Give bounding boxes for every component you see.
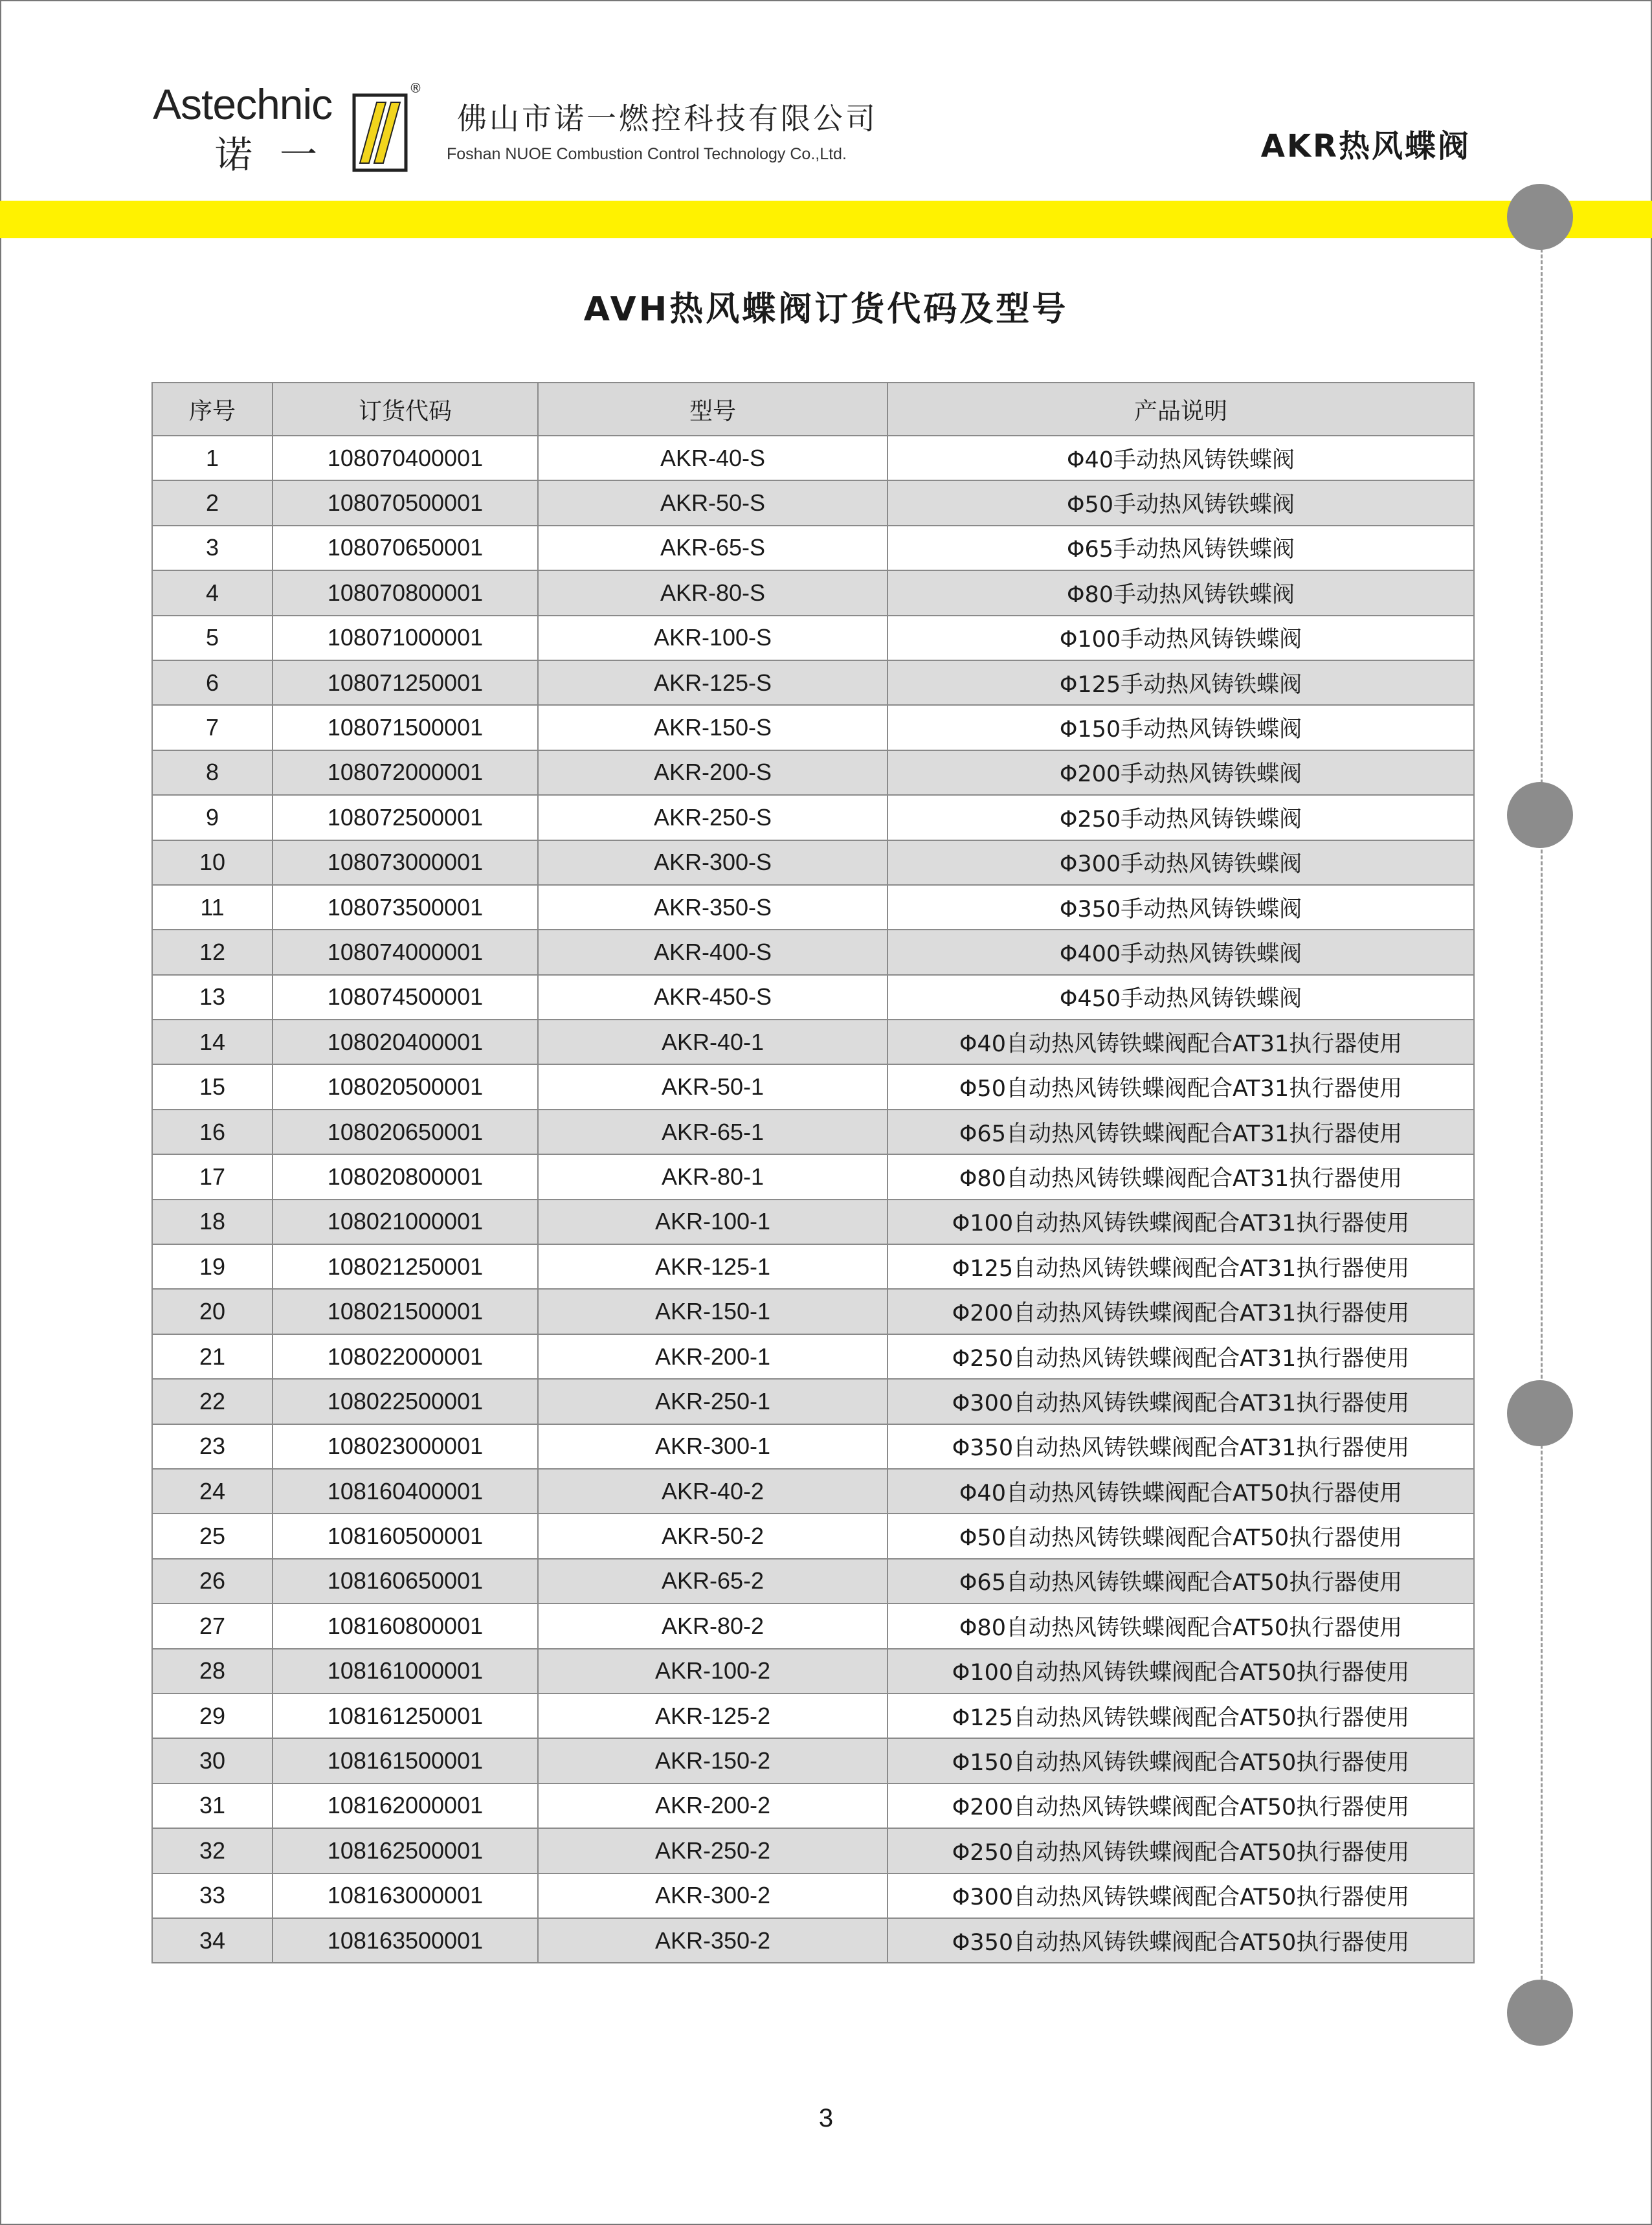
cell-seq: 27 bbox=[152, 1604, 273, 1648]
table-body bbox=[152, 436, 1474, 1963]
cell-model: AKR-50-1 bbox=[538, 1064, 887, 1109]
binder-hole-icon bbox=[1507, 184, 1573, 250]
cell-seq: 8 bbox=[152, 750, 273, 795]
cell-order-code: 108021500001 bbox=[273, 1289, 538, 1334]
cell-seq: 2 bbox=[152, 480, 273, 525]
cell-order-code: 108070650001 bbox=[273, 526, 538, 570]
table-row bbox=[152, 885, 1474, 930]
cell-model: AKR-80-S bbox=[538, 570, 887, 615]
table-row bbox=[152, 750, 1474, 795]
cell-description: Φ350自动热风铸铁蝶阀配合AT50执行器使用 bbox=[887, 1918, 1474, 1963]
table-row bbox=[152, 1289, 1474, 1334]
cell-model: AKR-200-1 bbox=[538, 1334, 887, 1379]
cell-seq: 15 bbox=[152, 1064, 273, 1109]
cell-order-code: 108020800001 bbox=[273, 1154, 538, 1199]
cell-description: Φ200自动热风铸铁蝶阀配合AT50执行器使用 bbox=[887, 1783, 1474, 1828]
table-row bbox=[152, 480, 1474, 525]
cell-order-code: 108162000001 bbox=[273, 1783, 538, 1828]
cell-order-code: 108160650001 bbox=[273, 1559, 538, 1604]
logo-text-en: Astechnic bbox=[153, 80, 333, 128]
cell-description: Φ40自动热风铸铁蝶阀配合AT50执行器使用 bbox=[887, 1469, 1474, 1514]
cell-order-code: 108022500001 bbox=[273, 1379, 538, 1424]
cell-seq: 13 bbox=[152, 975, 273, 1020]
company-name-cn: 佛山市诺一燃控科技有限公司 bbox=[457, 101, 878, 136]
cell-order-code: 108162500001 bbox=[273, 1828, 538, 1873]
cell-model: AKR-250-1 bbox=[538, 1379, 887, 1424]
logo-text-cn: 诺一 bbox=[215, 133, 345, 177]
cell-seq: 31 bbox=[152, 1783, 273, 1828]
cell-description: Φ65自动热风铸铁蝶阀配合AT50执行器使用 bbox=[887, 1559, 1474, 1604]
cell-order-code: 108071000001 bbox=[273, 616, 538, 660]
table-row bbox=[152, 1064, 1474, 1109]
table-row bbox=[152, 1694, 1474, 1738]
cell-model: AKR-125-2 bbox=[538, 1694, 887, 1738]
cell-description: Φ40手动热风铸铁蝶阀 bbox=[887, 436, 1474, 480]
cell-seq: 28 bbox=[152, 1649, 273, 1694]
cell-description: Φ80手动热风铸铁蝶阀 bbox=[887, 570, 1474, 615]
cell-seq: 29 bbox=[152, 1694, 273, 1738]
cell-seq: 33 bbox=[152, 1873, 273, 1918]
cell-model: AKR-350-S bbox=[538, 885, 887, 930]
cell-model: AKR-300-1 bbox=[538, 1424, 887, 1469]
table-row bbox=[152, 795, 1474, 840]
cell-description: Φ65自动热风铸铁蝶阀配合AT31执行器使用 bbox=[887, 1110, 1474, 1154]
cell-seq: 9 bbox=[152, 795, 273, 840]
cell-model: AKR-125-S bbox=[538, 660, 887, 705]
cell-description: Φ125自动热风铸铁蝶阀配合AT50执行器使用 bbox=[887, 1694, 1474, 1738]
header-order-code: 订货代码 bbox=[273, 383, 538, 436]
order-code-table bbox=[151, 382, 1475, 1963]
table-row bbox=[152, 1154, 1474, 1199]
cell-model: AKR-350-2 bbox=[538, 1918, 887, 1963]
table-row bbox=[152, 1469, 1474, 1514]
cell-model: AKR-100-S bbox=[538, 616, 887, 660]
cell-seq: 22 bbox=[152, 1379, 273, 1424]
cell-description: Φ400手动热风铸铁蝶阀 bbox=[887, 930, 1474, 974]
cell-description: Φ350自动热风铸铁蝶阀配合AT31执行器使用 bbox=[887, 1424, 1474, 1469]
cell-description: Φ100自动热风铸铁蝶阀配合AT31执行器使用 bbox=[887, 1200, 1474, 1244]
cell-description: Φ350手动热风铸铁蝶阀 bbox=[887, 885, 1474, 930]
cell-description: Φ100自动热风铸铁蝶阀配合AT50执行器使用 bbox=[887, 1649, 1474, 1694]
table-row bbox=[152, 1020, 1474, 1064]
company-name-en: Foshan NUOE Combustion Control Technology Co.,Ltd. bbox=[447, 145, 847, 163]
cell-model: AKR-250-S bbox=[538, 795, 887, 840]
table-row bbox=[152, 1379, 1474, 1424]
document-title: AVH热风蝶阀订货代码及型号 bbox=[583, 290, 1069, 329]
cell-seq: 24 bbox=[152, 1469, 273, 1514]
cell-model: AKR-150-1 bbox=[538, 1289, 887, 1334]
cell-description: Φ150自动热风铸铁蝶阀配合AT50执行器使用 bbox=[887, 1738, 1474, 1783]
cell-seq: 18 bbox=[152, 1200, 273, 1244]
table-row bbox=[152, 975, 1474, 1020]
cell-seq: 19 bbox=[152, 1244, 273, 1289]
cell-description: Φ100手动热风铸铁蝶阀 bbox=[887, 616, 1474, 660]
binder-hole-icon bbox=[1507, 782, 1573, 848]
cell-model: AKR-50-2 bbox=[538, 1514, 887, 1558]
cell-order-code: 108163000001 bbox=[273, 1873, 538, 1918]
cell-description: Φ150手动热风铸铁蝶阀 bbox=[887, 705, 1474, 750]
cell-model: AKR-300-S bbox=[538, 840, 887, 885]
cell-description: Φ125自动热风铸铁蝶阀配合AT31执行器使用 bbox=[887, 1244, 1474, 1289]
table-row bbox=[152, 840, 1474, 885]
cell-order-code: 108022000001 bbox=[273, 1334, 538, 1379]
cell-seq: 30 bbox=[152, 1738, 273, 1783]
cell-description: Φ50自动热风铸铁蝶阀配合AT50执行器使用 bbox=[887, 1514, 1474, 1558]
cell-description: Φ50手动热风铸铁蝶阀 bbox=[887, 480, 1474, 525]
cell-model: AKR-150-S bbox=[538, 705, 887, 750]
cell-description: Φ300自动热风铸铁蝶阀配合AT50执行器使用 bbox=[887, 1873, 1474, 1918]
cell-model: AKR-400-S bbox=[538, 930, 887, 974]
cell-description: Φ250自动热风铸铁蝶阀配合AT50执行器使用 bbox=[887, 1828, 1474, 1873]
cell-model: AKR-40-S bbox=[538, 436, 887, 480]
cell-model: AKR-100-2 bbox=[538, 1649, 887, 1694]
cell-order-code: 108020650001 bbox=[273, 1110, 538, 1154]
cell-seq: 6 bbox=[152, 660, 273, 705]
cell-seq: 16 bbox=[152, 1110, 273, 1154]
cell-model: AKR-250-2 bbox=[538, 1828, 887, 1873]
cell-seq: 21 bbox=[152, 1334, 273, 1379]
cell-order-code: 108020400001 bbox=[273, 1020, 538, 1064]
cell-seq: 17 bbox=[152, 1154, 273, 1199]
cell-seq: 11 bbox=[152, 885, 273, 930]
cell-order-code: 108070400001 bbox=[273, 436, 538, 480]
cell-seq: 25 bbox=[152, 1514, 273, 1558]
table-row bbox=[152, 570, 1474, 615]
page-number: 3 bbox=[818, 2104, 834, 2132]
table-row bbox=[152, 436, 1474, 480]
cell-description: Φ80自动热风铸铁蝶阀配合AT50执行器使用 bbox=[887, 1604, 1474, 1648]
table-row bbox=[152, 1873, 1474, 1918]
cell-order-code: 108021000001 bbox=[273, 1200, 538, 1244]
table-row bbox=[152, 1738, 1474, 1783]
cell-model: AKR-200-2 bbox=[538, 1783, 887, 1828]
cell-model: AKR-200-S bbox=[538, 750, 887, 795]
table-row bbox=[152, 526, 1474, 570]
section-title: AKR热风蝶阀 bbox=[1260, 128, 1471, 164]
table-row bbox=[152, 1514, 1474, 1558]
cell-model: AKR-40-1 bbox=[538, 1020, 887, 1064]
cell-model: AKR-100-1 bbox=[538, 1200, 887, 1244]
table-row bbox=[152, 1200, 1474, 1244]
cell-seq: 12 bbox=[152, 930, 273, 974]
cell-description: Φ200自动热风铸铁蝶阀配合AT31执行器使用 bbox=[887, 1289, 1474, 1334]
cell-model: AKR-40-2 bbox=[538, 1469, 887, 1514]
binder-dashed-line bbox=[1541, 214, 1543, 2026]
cell-seq: 14 bbox=[152, 1020, 273, 1064]
cell-seq: 20 bbox=[152, 1289, 273, 1334]
cell-description: Φ300自动热风铸铁蝶阀配合AT31执行器使用 bbox=[887, 1379, 1474, 1424]
table-row bbox=[152, 930, 1474, 974]
registered-mark: ® bbox=[409, 80, 422, 96]
cell-description: Φ250手动热风铸铁蝶阀 bbox=[887, 795, 1474, 840]
cell-description: Φ300手动热风铸铁蝶阀 bbox=[887, 840, 1474, 885]
cell-order-code: 108071250001 bbox=[273, 660, 538, 705]
cell-model: AKR-65-2 bbox=[538, 1559, 887, 1604]
cell-order-code: 108072500001 bbox=[273, 795, 538, 840]
cell-model: AKR-65-S bbox=[538, 526, 887, 570]
cell-model: AKR-125-1 bbox=[538, 1244, 887, 1289]
table-row bbox=[152, 1604, 1474, 1648]
cell-seq: 23 bbox=[152, 1424, 273, 1469]
cell-order-code: 108073500001 bbox=[273, 885, 538, 930]
cell-order-code: 108071500001 bbox=[273, 705, 538, 750]
header-description: 产品说明 bbox=[887, 383, 1474, 436]
table-row bbox=[152, 1828, 1474, 1873]
cell-order-code: 108161000001 bbox=[273, 1649, 538, 1694]
cell-seq: 1 bbox=[152, 436, 273, 480]
cell-description: Φ125手动热风铸铁蝶阀 bbox=[887, 660, 1474, 705]
cell-seq: 5 bbox=[152, 616, 273, 660]
cell-order-code: 108160800001 bbox=[273, 1604, 538, 1648]
table-row bbox=[152, 1334, 1474, 1379]
cell-model: AKR-50-S bbox=[538, 480, 887, 525]
cell-model: AKR-80-2 bbox=[538, 1604, 887, 1648]
yellow-band bbox=[0, 201, 1652, 238]
cell-model: AKR-150-2 bbox=[538, 1738, 887, 1783]
table-row bbox=[152, 616, 1474, 660]
cell-description: Φ50自动热风铸铁蝶阀配合AT31执行器使用 bbox=[887, 1064, 1474, 1109]
table-row bbox=[152, 1244, 1474, 1289]
cell-order-code: 108163500001 bbox=[273, 1918, 538, 1963]
table-row bbox=[152, 705, 1474, 750]
table-row bbox=[152, 1559, 1474, 1604]
cell-seq: 34 bbox=[152, 1918, 273, 1963]
cell-order-code: 108160500001 bbox=[273, 1514, 538, 1558]
cell-description: Φ80自动热风铸铁蝶阀配合AT31执行器使用 bbox=[887, 1154, 1474, 1199]
cell-model: AKR-65-1 bbox=[538, 1110, 887, 1154]
table-row bbox=[152, 1424, 1474, 1469]
cell-description: Φ250自动热风铸铁蝶阀配合AT31执行器使用 bbox=[887, 1334, 1474, 1379]
double-slash-logo-icon bbox=[352, 93, 408, 172]
cell-seq: 7 bbox=[152, 705, 273, 750]
cell-description: Φ450手动热风铸铁蝶阀 bbox=[887, 975, 1474, 1020]
cell-description: Φ200手动热风铸铁蝶阀 bbox=[887, 750, 1474, 795]
cell-order-code: 108023000001 bbox=[273, 1424, 538, 1469]
cell-model: AKR-450-S bbox=[538, 975, 887, 1020]
binder-hole-icon bbox=[1507, 1980, 1573, 2046]
cell-seq: 26 bbox=[152, 1559, 273, 1604]
cell-order-code: 108070500001 bbox=[273, 480, 538, 525]
cell-order-code: 108073000001 bbox=[273, 840, 538, 885]
cell-order-code: 108020500001 bbox=[273, 1064, 538, 1109]
table-row bbox=[152, 1918, 1474, 1963]
cell-order-code: 108074500001 bbox=[273, 975, 538, 1020]
table-row bbox=[152, 1649, 1474, 1694]
table-row bbox=[152, 1783, 1474, 1828]
header-model: 型号 bbox=[538, 383, 887, 436]
table-header-row bbox=[152, 383, 1474, 436]
cell-order-code: 108160400001 bbox=[273, 1469, 538, 1514]
cell-seq: 3 bbox=[152, 526, 273, 570]
cell-seq: 4 bbox=[152, 570, 273, 615]
cell-seq: 10 bbox=[152, 840, 273, 885]
cell-seq: 32 bbox=[152, 1828, 273, 1873]
cell-order-code: 108074000001 bbox=[273, 930, 538, 974]
table-row bbox=[152, 660, 1474, 705]
cell-order-code: 108161250001 bbox=[273, 1694, 538, 1738]
cell-order-code: 108021250001 bbox=[273, 1244, 538, 1289]
cell-description: Φ65手动热风铸铁蝶阀 bbox=[887, 526, 1474, 570]
cell-description: Φ40自动热风铸铁蝶阀配合AT31执行器使用 bbox=[887, 1020, 1474, 1064]
table-row bbox=[152, 1110, 1474, 1154]
cell-order-code: 108161500001 bbox=[273, 1738, 538, 1783]
header-seq: 序号 bbox=[152, 383, 273, 436]
cell-order-code: 108070800001 bbox=[273, 570, 538, 615]
binder-hole-icon bbox=[1507, 1380, 1573, 1446]
cell-order-code: 108072000001 bbox=[273, 750, 538, 795]
cell-model: AKR-80-1 bbox=[538, 1154, 887, 1199]
cell-model: AKR-300-2 bbox=[538, 1873, 887, 1918]
